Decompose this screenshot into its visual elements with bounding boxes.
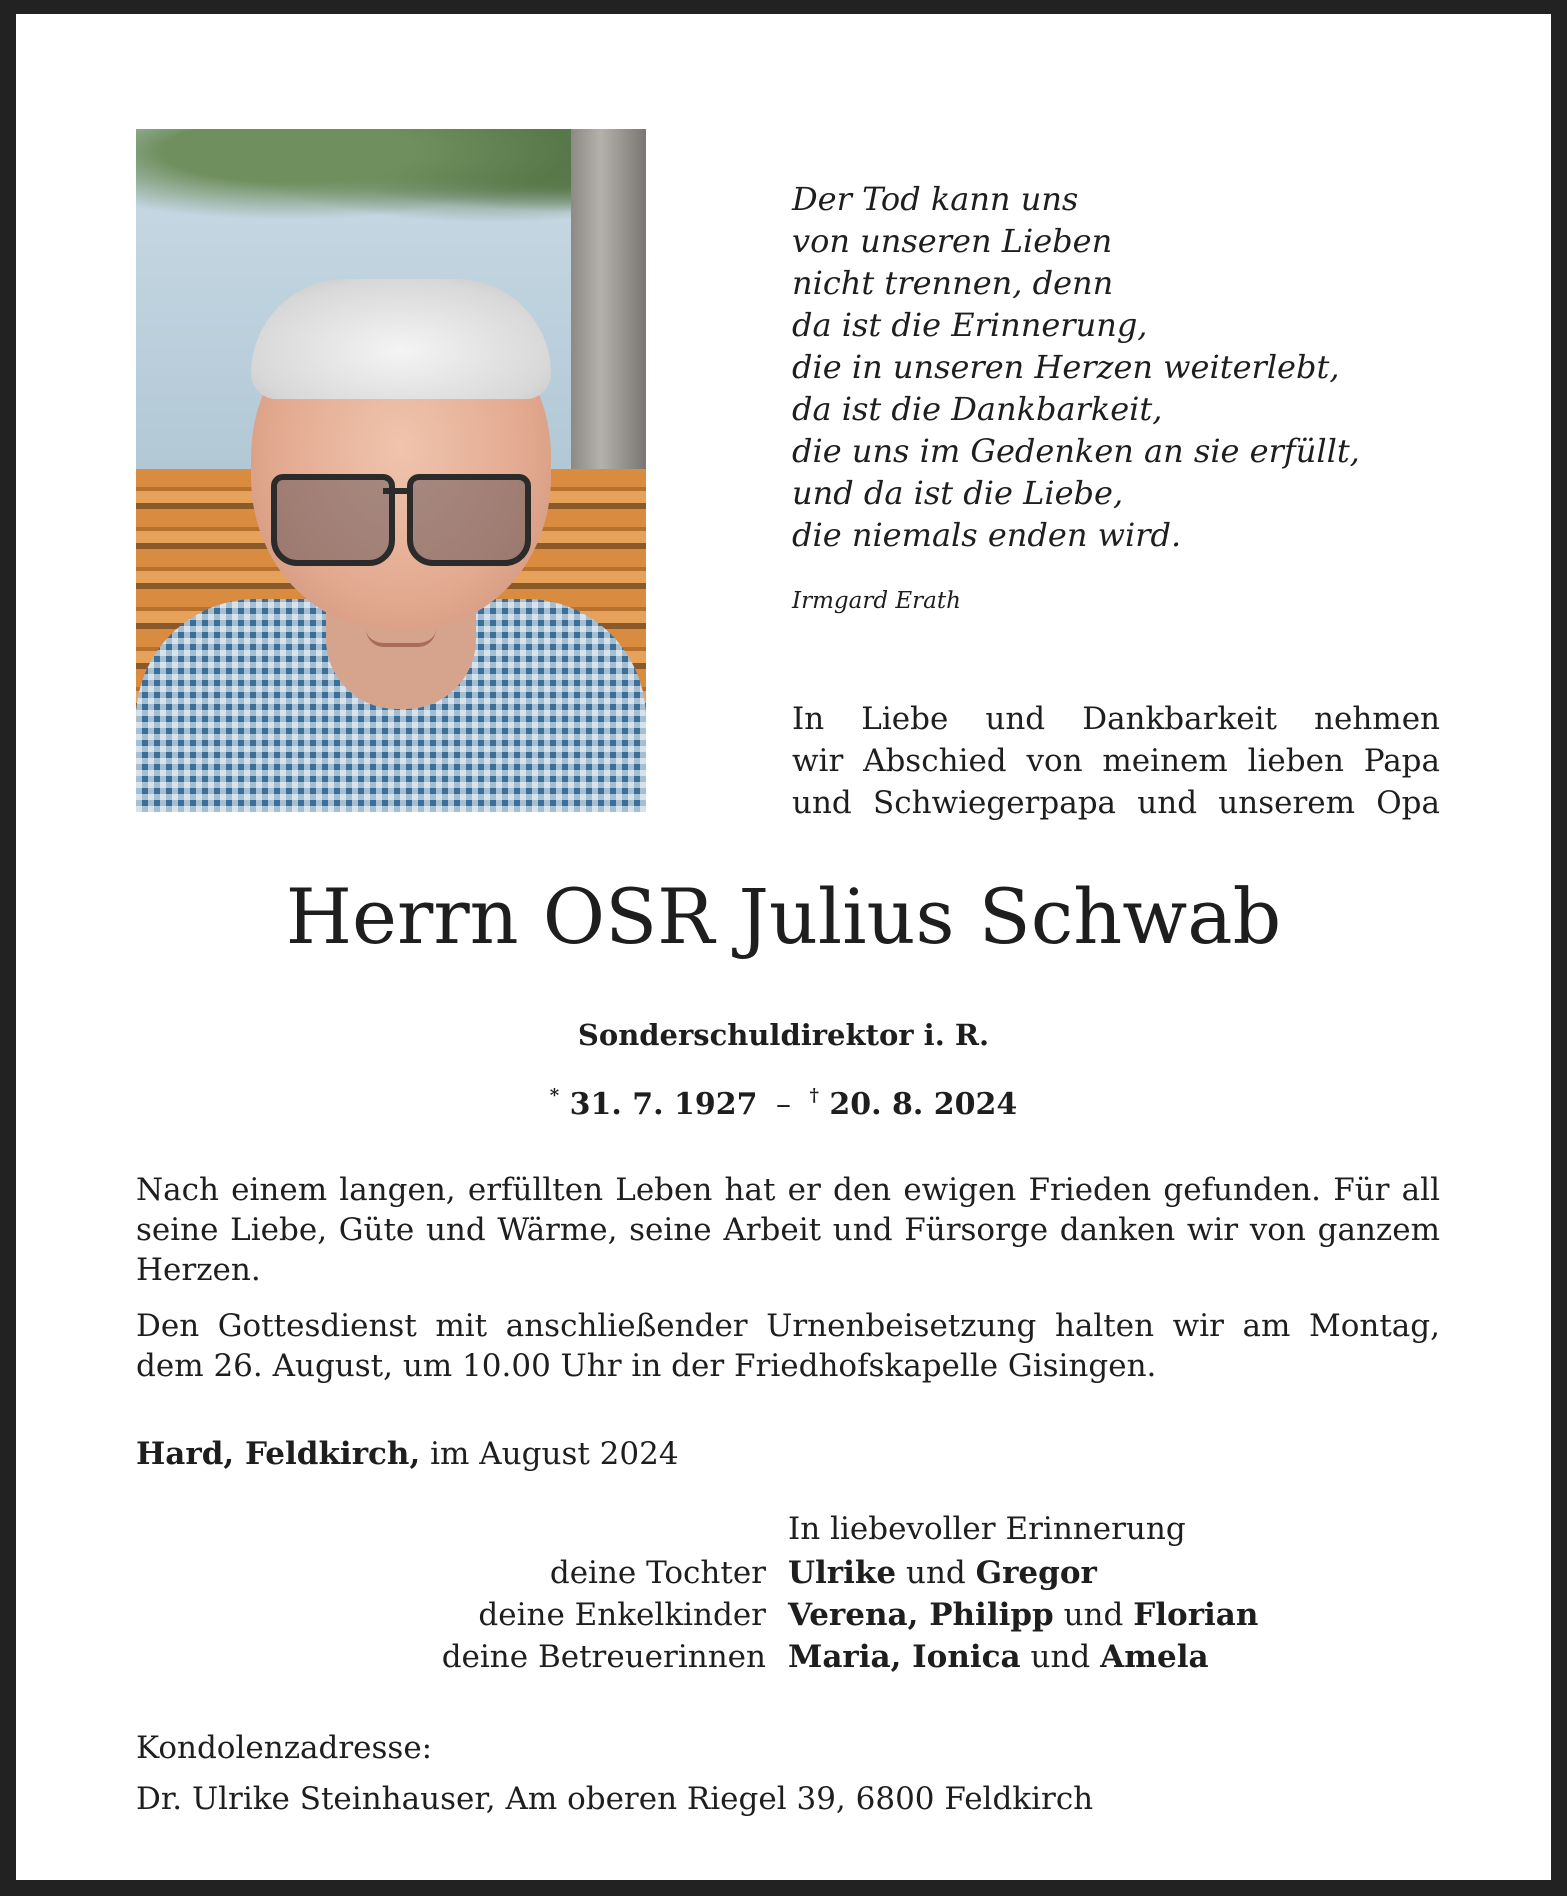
poem-line: da ist die Erinnerung, [792, 306, 1148, 344]
mourner-relations [16, 1552, 766, 1678]
poem-line: die in unseren Herzen weiterlebt, [792, 348, 1340, 386]
relation-label: deine Enkelkinder [478, 1597, 766, 1633]
mourner-row [788, 1552, 1258, 1594]
mourner-name: Gregor [975, 1555, 1097, 1591]
intro-text [792, 698, 1440, 824]
joiner: und [1063, 1597, 1124, 1633]
mourner-name: Maria, Ionica [788, 1639, 1021, 1675]
death-symbol: † [809, 1085, 819, 1106]
poem-line: Der Tod kann uns [792, 180, 1079, 218]
place-date [136, 1436, 679, 1472]
mourner-name: Verena, Philipp [788, 1597, 1054, 1633]
birth-symbol: * [549, 1085, 560, 1106]
body-paragraph: Nach einem langen, erfüllten Leben hat er den ewigen Frieden gefunden. Für all seine Liebe, Güte und Wärme, seine Arbeit und Fürsorge danken wir von ganzem Herzen. [136, 1172, 1440, 1288]
memory-header: In liebevoller Erinnerung [788, 1511, 1186, 1547]
joiner: und [905, 1555, 966, 1591]
occupation: Sonderschuldirektor i. R. [577, 1018, 990, 1052]
poem-line: die uns im Gedenken an sie erfüllt, [792, 432, 1360, 470]
mourner-name: Florian [1133, 1597, 1259, 1633]
intro-line: In Liebe und Dankbarkeit nehmen [792, 701, 1440, 737]
mourner-name: Ulrike [788, 1555, 897, 1591]
relation-label: deine Betreuerinnen [441, 1639, 766, 1675]
date-separator: – [776, 1087, 791, 1122]
poem-line: die niemals enden wird. [792, 516, 1182, 554]
poem-line: und da ist die Liebe, [792, 474, 1124, 512]
place-date-text: im August 2024 [430, 1436, 679, 1472]
body-paragraph: Den Gottesdienst mit anschließender Urnenbeisetzung halten wir am Montag, dem 26. August, um 10.00 Uhr in der Friedhofskapelle Gisingen. [136, 1308, 1440, 1384]
obituary-card [16, 14, 1551, 1880]
relation-label: deine Tochter [549, 1555, 766, 1591]
mourner-name: Amela [1100, 1639, 1209, 1675]
poem [792, 178, 1360, 556]
birth-date: 31. 7. 1927 [569, 1087, 758, 1122]
life-dates [16, 1087, 1551, 1122]
intro-line: wir Abschied von meinem lieben Papa [792, 743, 1440, 779]
mourner-row [788, 1636, 1258, 1678]
poem-line: da ist die Dankbarkeit, [792, 390, 1163, 428]
condolence-label: Kondolenzadresse: [136, 1730, 433, 1766]
poem-line: nicht trennen, denn [792, 264, 1114, 302]
deceased-name: Herrn OSR Julius Schwab [285, 872, 1282, 961]
intro-line: und Schwiegerpapa und unserem Opa [792, 785, 1440, 821]
poem-line: von unseren Lieben [792, 222, 1113, 260]
mourner-names [788, 1552, 1258, 1678]
portrait-photo [136, 129, 646, 812]
mourner-row [788, 1594, 1258, 1636]
death-date: 20. 8. 2024 [829, 1087, 1018, 1122]
place-names: Hard, Feldkirch, [136, 1436, 421, 1472]
condolence-address: Dr. Ulrike Steinhauser, Am oberen Riegel 39, 6800 Feldkirch [136, 1781, 1094, 1817]
joiner: und [1030, 1639, 1091, 1675]
poem-author: Irmgard Erath [792, 588, 961, 614]
glasses-icon [271, 474, 531, 564]
